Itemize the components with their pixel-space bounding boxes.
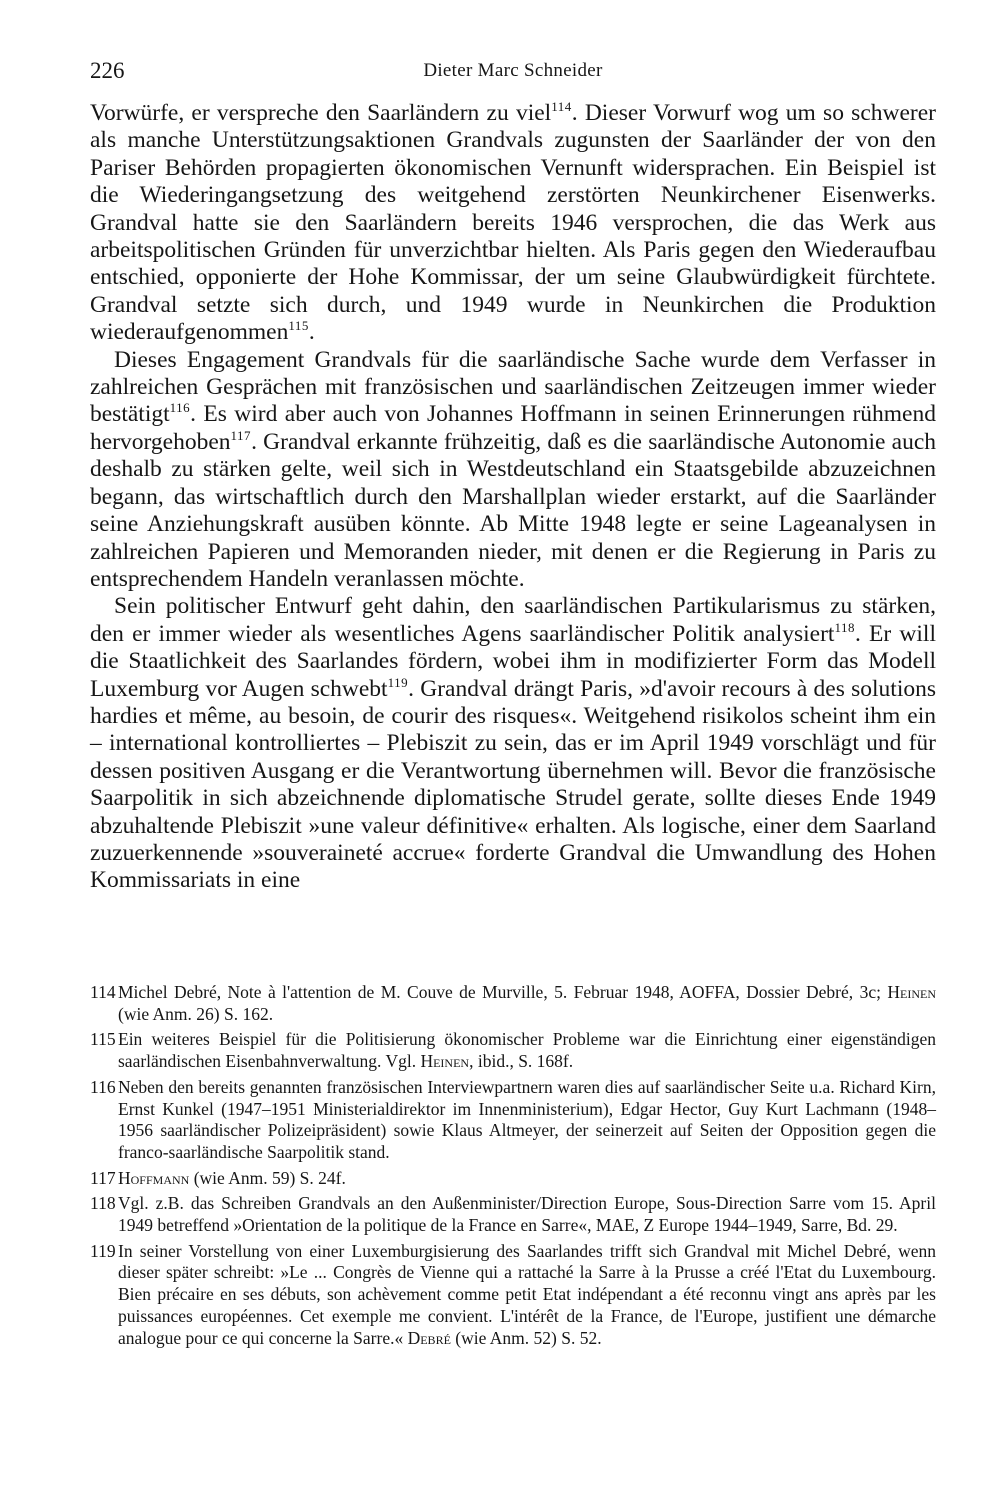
footnote-number: 119 xyxy=(90,1240,116,1261)
footnote-ref-118: 118 xyxy=(834,619,855,635)
paragraph-3 xyxy=(90,593,936,894)
paragraph-text: . Grandval erkannte frühzeitig, daß es die saarländische Autonomie auch deshalb zu stärken gelte, weil sich in Westdeutschland ein Staatsgebilde abzuzeichnen begann, das wirtschaftlich durch den Marshallplan wieder erstarkt, auf die Saarländer seine Anziehungskraft ausüben könnte. Ab Mitte 1948 legte er seine Lageanalysen in zahlreichen Papieren und Memoranden nieder, mit denen er die Regierung in Paris zu entsprechendem Handeln veranlassen möchte. xyxy=(90,428,936,592)
footnote-number: 114 xyxy=(90,982,116,1002)
paragraph-text: . xyxy=(308,319,315,346)
paragraph-text: . Dieser Vorwurf wog um so schwerer als manche Unterstützungsaktionen Grandvals zugunsten der Saarländer der von den Pariser Behörden propagierten ökonomischen Vernunft widersprachen. Ein Beispiel ist die Wiederingangsetzung des weitgehend zerstörten Neunkirchener Eisenwerks. Grandval hatte sie den Saarländern bereits 1946 versprochen, die das Werk aus arbeitspolitischen Gründen für unverzichtbar hielten. Als Paris gegen den Wiederaufbau entschied, opponierte der Hohe Kommissar, der um seine Glaubwürdigkeit fürchtete. Grandval setzte sich durch, und 1949 wurde in Neunkirchen die Produktion wiederaufgenommen xyxy=(90,100,936,346)
footnote-text: Neben den bereits genannten französischen Interviewpartnern waren dies auf saarländischer Seite u.a. Richard Kirn, Ernst Kunkel (1947–1951 Ministerialdirektor im Innenministerium), Edgar Hector, Guy Kurt Lachmann (1948–1956 saarländischer Polizeipräsident) sowie Klaus Altmeyer, der seinerzeit auf Seiten der Opposition gegen die franco-saarländische Saarpolitik stand. xyxy=(118,1076,936,1162)
footnote-116 xyxy=(90,1077,936,1164)
book-page xyxy=(90,50,936,1348)
footnote-ref-117: 117 xyxy=(230,427,252,443)
footnote-ref-116: 116 xyxy=(169,400,191,416)
paragraph-text: . Es wird aber auch von Johannes Hoffmann in seinen Erinnerungen rühmend hervorgehoben xyxy=(90,401,936,455)
footnote-text: Ein weiteres Beispiel für die Politisierung ökonomischer Probleme war die Einrichtung einer eigenständigen saarländischen Eisenbahnverwaltung. Vgl. Heinen, ibid., S. 168f. xyxy=(118,1029,936,1072)
paragraph-text: Sein politischer Entwurf geht dahin, den saarländischen Partikularismus zu stärken, den er immer wieder als wesentliches Agens saarländischer Politik analysiert xyxy=(90,593,936,647)
author-name: Debré xyxy=(407,1327,451,1348)
paragraph-text: . Grandval drängt Paris, »d'avoir recours à des solutions hardies et même, au besoin, de courir des risques«. Weitgehend risikolos scheint ihm ein – international kontrolliertes – Plebiszit zu sein, das er im April 1949 vorschlägt und für dessen positiven Ausgang er die Verantwortung übernehmen will. Bevor die französische Saarpolitik in sich abzeichnende diplomatische Strudel gerate, sollte dieses Ende 1949 abzuhaltende Plebiszit »une valeur définitive« erhalten. Als logische, einer dem Saarland zuzuerkennende »souveraineté accrue« forderte Grandval die Umwandlung des Hohen Kommissariats in eine xyxy=(90,675,936,894)
footnotes xyxy=(90,982,936,1353)
body-text xyxy=(90,100,936,895)
footnote-number: 117 xyxy=(90,1167,116,1188)
paragraph-1 xyxy=(90,100,936,347)
footnote-text: Vgl. z.B. das Schreiben Grandvals an den Außenminister/Direction Europe, Sous-Direction Sarre vom 15. April 1949 betreffend »Orientation de la politique de la France en Sarre«, MAE, Z Europe 1944–1949, Sarre, Bd. 29. xyxy=(118,1193,936,1236)
footnote-text: In seiner Vorstellung von einer Luxemburgisierung des Saarlandes trifft sich Grandval mit Michel Debré, wenn dieser später schreibt: »Le ... Congrès de Vienne qui a rattaché la Sarre à la Prusse a créé l'Etat du Luxembourg. Bien précaire en ses débuts, son achèvement comme petit Etat indépendant a été reconnu vingt ans après par les puissances européennes. Cet exemple me convient. L'intérêt de la France, de l'Europe, justifient une démarche analogue pour ce qui concerne la Sarre.« Debré (wie Anm. 52) S. 52. xyxy=(118,1240,936,1348)
page-number: 226 xyxy=(90,58,125,83)
footnote-118 xyxy=(90,1193,936,1236)
author-name: Hoffmann xyxy=(118,1167,190,1188)
paragraph-text: Vorwürfe, er verspreche den Saarländern zu viel xyxy=(90,100,552,126)
footnote-ref-114: 114 xyxy=(551,99,572,114)
running-head: Dieter Marc Schneider xyxy=(423,60,603,81)
footnote-115 xyxy=(90,1029,936,1072)
author-name: Heinen xyxy=(887,982,936,1002)
footnote-114 xyxy=(90,982,936,1025)
footnote-text: Hoffmann (wie Anm. 59) S. 24f. xyxy=(118,1167,346,1188)
footnote-text: Michel Debré, Note à l'attention de M. Couve de Murville, 5. Februar 1948, AOFFA, Dossier Debré, 3c; Heinen (wie Anm. 26) S. 162. xyxy=(118,982,936,1024)
page-header xyxy=(90,50,936,100)
author-name: Heinen xyxy=(420,1051,470,1072)
footnote-119 xyxy=(90,1241,936,1350)
paragraph-text: Dieses Engagement Grandvals für die saarländische Sache wurde dem Verfasser in zahlreichen Gesprächen mit französischen und saarländischen Zeitzeugen immer wieder bestätigt xyxy=(90,346,936,428)
footnote-number: 116 xyxy=(90,1076,116,1097)
footnote-117 xyxy=(90,1168,936,1190)
footnote-number: 118 xyxy=(90,1193,116,1214)
paragraph-2 xyxy=(90,347,936,594)
paragraph-text: . Er will die Staatlichkeit des Saarlandes fördern, wobei ihm in modifizierter Form das Modell Luxemburg vor Augen schwebt xyxy=(90,620,936,702)
footnote-ref-115: 115 xyxy=(288,318,309,334)
footnote-number: 115 xyxy=(90,1029,116,1050)
footnote-ref-119: 119 xyxy=(387,674,409,690)
